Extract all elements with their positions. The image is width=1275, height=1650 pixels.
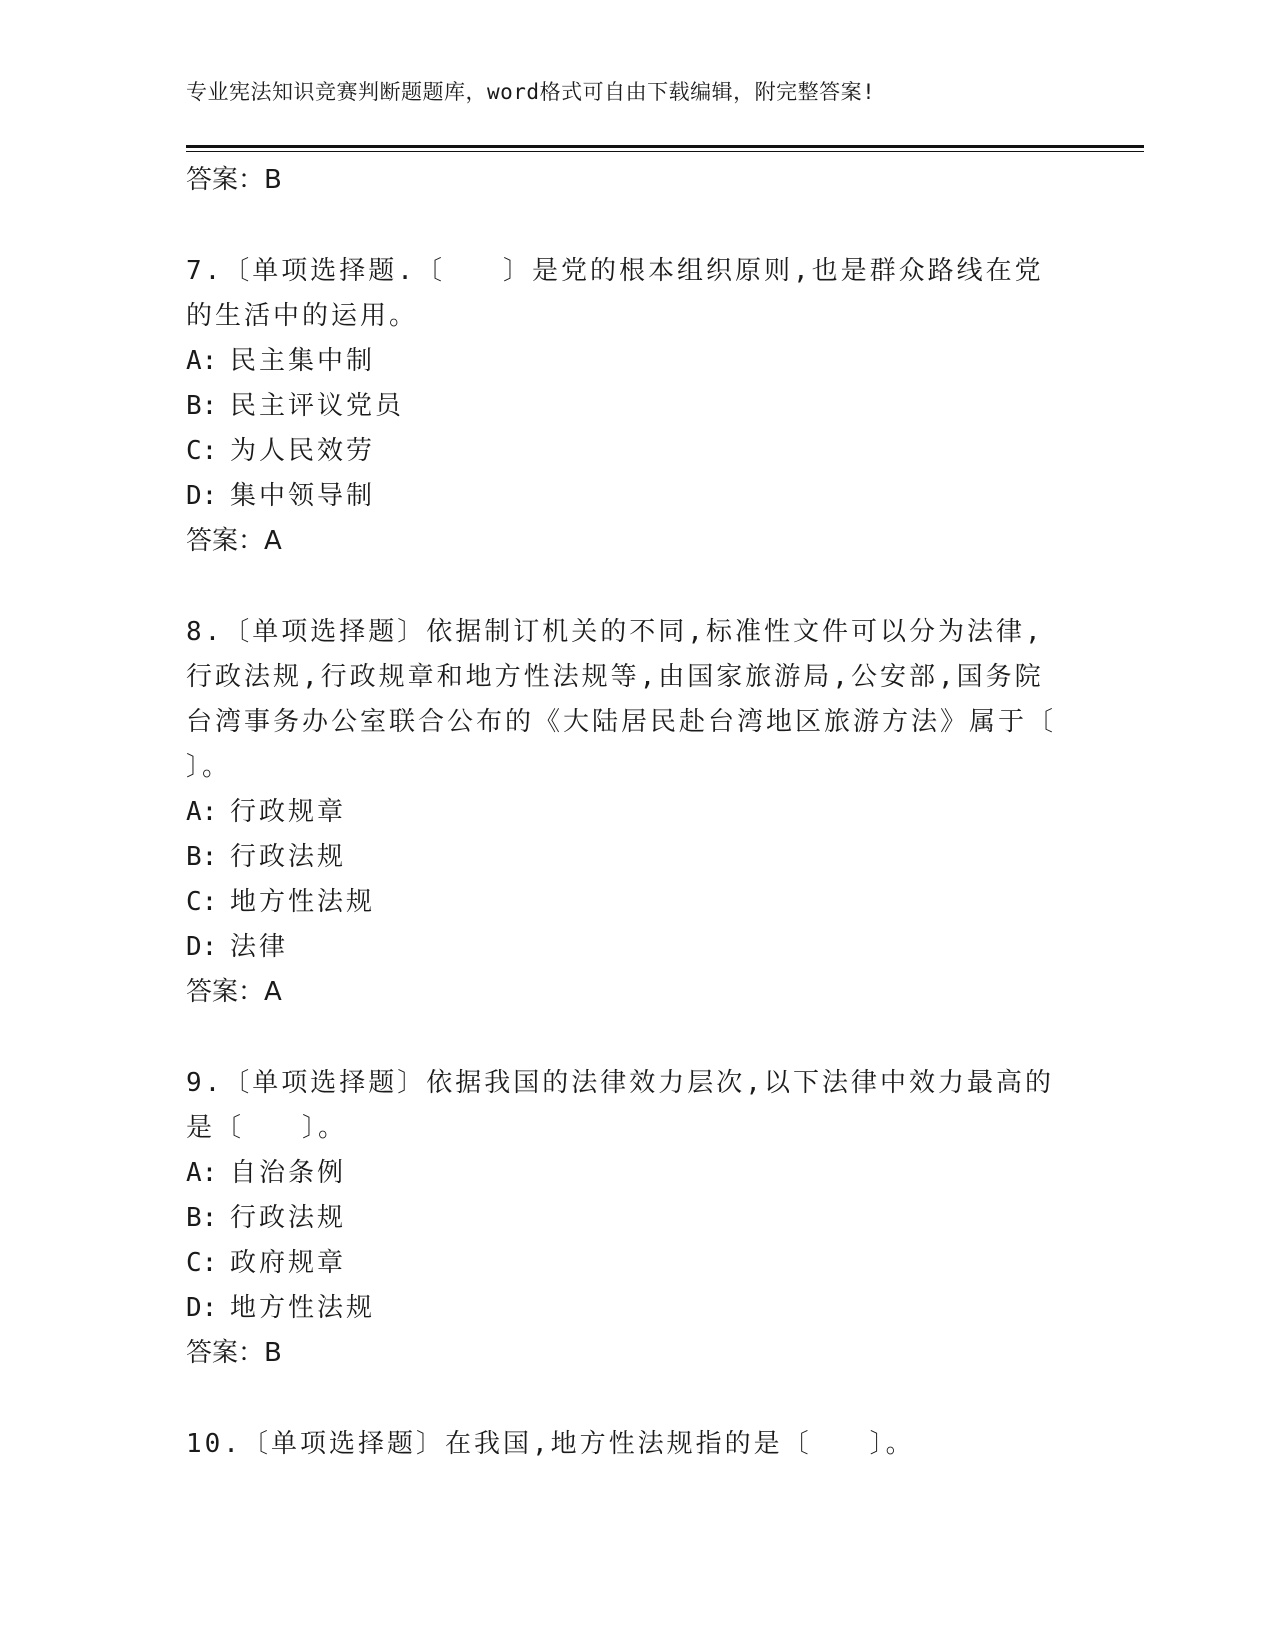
option-label: B: [186,842,218,872]
option-text: 行政法规 [230,842,347,872]
answer-text: 答案：A [186,526,282,556]
option-label: A: [186,797,218,827]
option-label: B: [186,1203,218,1233]
option-text: 为人民效劳 [230,436,376,466]
question-text: 7.〔单项选择题.〔 〕是党的根本组织原则,也是群众路线在党的生活中的运用。 [186,256,1044,331]
option-list [186,790,1066,970]
option-c [186,1241,1066,1286]
option-label: A: [186,1158,218,1188]
question-9 [186,1061,1066,1376]
question-text: 8.〔单项选择题〕依据制订机关的不同,标准性文件可以分为法律,行政法规,行政规章和地方性法规等,由国家旅游局,公安部,国务院台湾事务办公室联合公布的《大陆居民赴台湾地区旅游方法》属于〔 〕。 [186,617,1115,782]
option-b [186,1196,1066,1241]
question-text: 10.〔单项选择题〕在我国,地方性法规指的是〔 〕。 [186,1429,915,1459]
question-7 [186,249,1066,564]
option-text: 行政规章 [230,797,347,827]
question-8 [186,610,1115,1015]
option-text: 地方性法规 [230,1293,376,1323]
option-a [186,1151,1066,1196]
document-body [186,158,1115,1513]
option-d [186,925,1066,970]
option-label: B: [186,391,218,421]
option-a [186,790,1066,835]
option-b [186,384,1066,429]
option-b [186,835,1066,880]
option-list [186,1151,1066,1331]
option-list [186,339,1066,519]
option-text: 集中领导制 [230,481,376,511]
option-text: 自治条例 [230,1158,347,1188]
option-c [186,880,1066,925]
page-header: 专业宪法知识竞赛判断题题库，word格式可自由下载编辑，附完整答案! [186,80,876,104]
option-label: C: [186,887,218,917]
question-10 [186,1422,1066,1467]
option-text: 地方性法规 [230,887,376,917]
header-rule-thin [186,151,1144,152]
option-label: C: [186,1248,218,1278]
question-text: 9.〔单项选择题〕依据我国的法律效力层次,以下法律中效力最高的是〔 〕。 [186,1068,1054,1143]
option-label: A: [186,346,218,376]
option-d [186,1286,1066,1331]
option-label: C: [186,436,218,466]
option-text: 民主集中制 [230,346,376,376]
option-d [186,474,1066,519]
option-text: 法律 [230,932,289,962]
answer-text: 答案：B [186,1338,282,1368]
option-text: 行政法规 [230,1203,347,1233]
header-rule-thick [186,145,1144,148]
option-c [186,429,1066,474]
option-label: D: [186,481,218,511]
option-a [186,339,1066,384]
answer-text: 答案：A [186,977,282,1007]
option-text: 政府规章 [230,1248,347,1278]
option-label: D: [186,1293,218,1323]
answer-text: 答案：B [186,165,282,195]
option-text: 民主评议党员 [230,391,405,421]
option-label: D: [186,932,218,962]
